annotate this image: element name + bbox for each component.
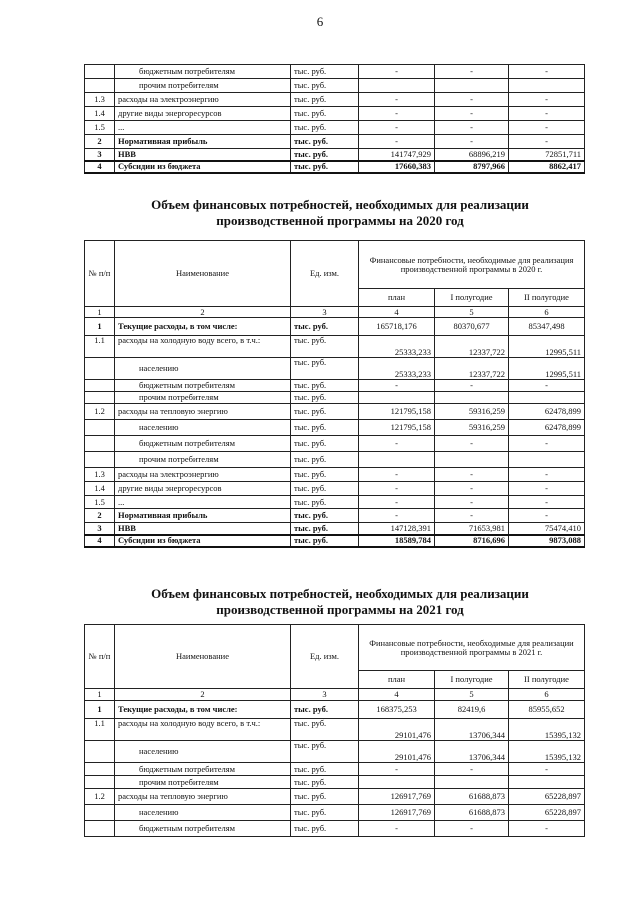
header-h1: I полугодие (435, 289, 509, 307)
row-name: населению (115, 358, 291, 380)
index-cell: 5 (435, 689, 509, 701)
row-h2: - (509, 763, 585, 776)
row-plan: 141747,929 (359, 149, 435, 161)
row-plan: - (359, 107, 435, 121)
row-h1: - (435, 135, 509, 149)
row-h2: 72851,711 (509, 149, 585, 161)
row-num: 1.3 (85, 93, 115, 107)
row-h1: 12337,722 (435, 358, 509, 380)
table-row (85, 535, 585, 547)
row-num: 1.5 (85, 121, 115, 135)
table-row (85, 482, 585, 496)
row-name: бюджетным потребителям (115, 821, 291, 837)
table-row (85, 161, 585, 173)
row-unit: тыс. руб. (291, 509, 359, 523)
row-unit: тыс. руб. (291, 741, 359, 763)
row-h2: 65228,897 (509, 789, 585, 805)
row-num: 1.2 (85, 404, 115, 420)
row-num (85, 420, 115, 436)
row-plan: 25333,233 (359, 336, 435, 358)
table-row (85, 93, 585, 107)
row-name: НВВ (115, 523, 291, 535)
row-num: 2 (85, 509, 115, 523)
row-plan: 121795,158 (359, 420, 435, 436)
table-row (85, 149, 585, 161)
index-cell: 5 (435, 307, 509, 318)
row-plan: - (359, 380, 435, 392)
row-plan: - (359, 496, 435, 509)
row-unit: тыс. руб. (291, 468, 359, 482)
row-plan: - (359, 436, 435, 452)
row-h1: 8716,696 (435, 535, 509, 547)
table-row (85, 509, 585, 523)
row-unit: тыс. руб. (291, 763, 359, 776)
row-num: 1 (85, 318, 115, 336)
row-num (85, 741, 115, 763)
row-name: расходы на тепловую энергию (115, 404, 291, 420)
table-row (85, 701, 585, 719)
row-plan: 126917,769 (359, 805, 435, 821)
row-unit: тыс. руб. (291, 789, 359, 805)
table-row (85, 121, 585, 135)
row-h2 (509, 79, 585, 93)
row-plan: - (359, 65, 435, 79)
row-num (85, 79, 115, 93)
row-num: 1.5 (85, 496, 115, 509)
row-h2: 12995,511 (509, 358, 585, 380)
row-h1: 59316,259 (435, 404, 509, 420)
row-h2: 75474,410 (509, 523, 585, 535)
row-name: Текущие расходы, в том числе: (115, 701, 291, 719)
row-h2: 85347,498 (509, 318, 585, 336)
table-row (85, 392, 585, 404)
row-num: 4 (85, 535, 115, 547)
row-h1: - (435, 496, 509, 509)
section-title-2020: Объем финансовых потребностей, необходимых для реализации производственной программы на 2020 год (151, 197, 529, 228)
row-h1: 8797,966 (435, 161, 509, 173)
row-h2: 9873,088 (509, 535, 585, 547)
row-h2: 8862,417 (509, 161, 585, 173)
row-name: Текущие расходы, в том числе: (115, 318, 291, 336)
row-h2: 15395,132 (509, 741, 585, 763)
row-name: населению (115, 805, 291, 821)
row-h2: 62478,899 (509, 404, 585, 420)
row-num (85, 776, 115, 789)
row-plan: 147128,391 (359, 523, 435, 535)
row-unit: тыс. руб. (291, 535, 359, 547)
row-unit: тыс. руб. (291, 358, 359, 380)
row-num: 3 (85, 149, 115, 161)
row-plan (359, 79, 435, 93)
row-num: 1.2 (85, 789, 115, 805)
header-num: № п/п (85, 241, 115, 307)
table-2021 (84, 624, 585, 837)
row-num: 1 (85, 701, 115, 719)
row-name: расходы на холодную воду всего, в т.ч.: (115, 719, 291, 741)
row-plan: 165718,176 (359, 318, 435, 336)
row-unit: тыс. руб. (291, 149, 359, 161)
table-row (85, 336, 585, 358)
row-unit: тыс. руб. (291, 121, 359, 135)
header-h1: I полугодие (435, 671, 509, 689)
row-name: населению (115, 420, 291, 436)
row-plan: 121795,158 (359, 404, 435, 420)
row-plan (359, 392, 435, 404)
table-header-row (85, 241, 585, 289)
row-h2: - (509, 65, 585, 79)
row-name: НВВ (115, 149, 291, 161)
table-row (85, 523, 585, 535)
header-name: Наименование (115, 625, 291, 689)
row-plan (359, 776, 435, 789)
index-cell: 4 (359, 689, 435, 701)
index-cell: 6 (509, 689, 585, 701)
row-plan: - (359, 93, 435, 107)
row-unit: тыс. руб. (291, 436, 359, 452)
row-plan: - (359, 509, 435, 523)
row-name: ... (115, 496, 291, 509)
row-h2: - (509, 482, 585, 496)
row-unit: тыс. руб. (291, 701, 359, 719)
row-h1: - (435, 436, 509, 452)
row-plan: 168375,253 (359, 701, 435, 719)
row-unit: тыс. руб. (291, 420, 359, 436)
row-h2: - (509, 509, 585, 523)
table-row (85, 789, 585, 805)
row-name: ... (115, 121, 291, 135)
row-h2: 15395,132 (509, 719, 585, 741)
row-unit: тыс. руб. (291, 523, 359, 535)
table-row (85, 452, 585, 468)
row-name: бюджетным потребителям (115, 65, 291, 79)
table-row (85, 65, 585, 79)
section-title-2021: Объем финансовых потребностей, необходимых для реализации производственной программы на 2021 год (151, 586, 529, 617)
header-group: Финансовые потребности, необходимые для реализация производственной программы в 2020 г. (359, 241, 585, 289)
row-plan: - (359, 821, 435, 837)
row-name: Нормативная прибыль (115, 509, 291, 523)
table-row (85, 79, 585, 93)
row-name: прочим потребителям (115, 79, 291, 93)
header-group: Финансовые потребности, необходимые для реализации производственной программы в 2021 г. (359, 625, 585, 671)
table-row (85, 776, 585, 789)
row-plan: - (359, 482, 435, 496)
row-unit: тыс. руб. (291, 719, 359, 741)
table-row (85, 719, 585, 741)
row-unit: тыс. руб. (291, 482, 359, 496)
index-cell: 3 (291, 307, 359, 318)
index-cell: 2 (115, 307, 291, 318)
row-num: 2 (85, 135, 115, 149)
row-h1: 68896,219 (435, 149, 509, 161)
row-h1: 80370,677 (435, 318, 509, 336)
row-plan (359, 452, 435, 468)
row-num (85, 821, 115, 837)
row-h1: - (435, 107, 509, 121)
row-h1 (435, 392, 509, 404)
table-index-row (85, 307, 585, 318)
header-unit: Ед. изм. (291, 625, 359, 689)
row-num: 1.3 (85, 468, 115, 482)
row-num: 1.4 (85, 482, 115, 496)
row-num (85, 805, 115, 821)
row-num: 1.1 (85, 336, 115, 358)
row-name: другие виды энергоресурсов (115, 107, 291, 121)
table-header-row (85, 625, 585, 671)
row-h2: - (509, 468, 585, 482)
table-row (85, 380, 585, 392)
row-h2: - (509, 93, 585, 107)
row-h1 (435, 776, 509, 789)
row-h2 (509, 452, 585, 468)
row-h2: 62478,899 (509, 420, 585, 436)
row-h1: 82419,6 (435, 701, 509, 719)
row-h2: 12995,511 (509, 336, 585, 358)
row-unit: тыс. руб. (291, 452, 359, 468)
table-row (85, 805, 585, 821)
header-name: Наименование (115, 241, 291, 307)
row-num (85, 436, 115, 452)
table-row (85, 420, 585, 436)
row-name: бюджетным потребителям (115, 436, 291, 452)
table-2020 (84, 240, 585, 548)
row-h1: - (435, 121, 509, 135)
row-name: бюджетным потребителям (115, 380, 291, 392)
index-cell: 3 (291, 689, 359, 701)
row-plan: - (359, 135, 435, 149)
row-name: прочим потребителям (115, 392, 291, 404)
row-h2: 65228,897 (509, 805, 585, 821)
table-row (85, 135, 585, 149)
row-name: расходы на холодную воду всего, в т.ч.: (115, 336, 291, 358)
header-unit: Ед. изм. (291, 241, 359, 307)
row-name: Нормативная прибыль (115, 135, 291, 149)
row-h1: 13706,344 (435, 741, 509, 763)
row-unit: тыс. руб. (291, 821, 359, 837)
row-h2 (509, 392, 585, 404)
row-plan: 17660,383 (359, 161, 435, 173)
header-num: № п/п (85, 625, 115, 689)
row-unit: тыс. руб. (291, 318, 359, 336)
row-h1: - (435, 468, 509, 482)
row-h1: - (435, 509, 509, 523)
row-num: 4 (85, 161, 115, 173)
row-h1: 13706,344 (435, 719, 509, 741)
row-num (85, 763, 115, 776)
table-row (85, 318, 585, 336)
row-h2: 85955,652 (509, 701, 585, 719)
table-row (85, 763, 585, 776)
row-num (85, 452, 115, 468)
index-cell: 4 (359, 307, 435, 318)
row-unit: тыс. руб. (291, 135, 359, 149)
row-h2: - (509, 496, 585, 509)
row-unit: тыс. руб. (291, 93, 359, 107)
row-num: 1.4 (85, 107, 115, 121)
row-name: другие виды энергоресурсов (115, 482, 291, 496)
row-unit: тыс. руб. (291, 161, 359, 173)
row-name: расходы на электроэнергию (115, 468, 291, 482)
row-plan: 18589,784 (359, 535, 435, 547)
row-name: Субсидии из бюджета (115, 535, 291, 547)
row-h1: 61688,873 (435, 789, 509, 805)
row-num (85, 65, 115, 79)
row-num: 1.1 (85, 719, 115, 741)
row-name: расходы на тепловую энергию (115, 789, 291, 805)
row-h1 (435, 79, 509, 93)
row-unit: тыс. руб. (291, 107, 359, 121)
header-plan: план (359, 671, 435, 689)
row-plan: 29101,476 (359, 719, 435, 741)
header-plan: план (359, 289, 435, 307)
row-h2 (509, 776, 585, 789)
row-unit: тыс. руб. (291, 404, 359, 420)
row-unit: тыс. руб. (291, 79, 359, 93)
row-h1: - (435, 482, 509, 496)
row-plan: - (359, 468, 435, 482)
row-h2: - (509, 380, 585, 392)
row-name: прочим потребителям (115, 452, 291, 468)
row-name: Субсидии из бюджета (115, 161, 291, 173)
header-h2: II полугодие (509, 289, 585, 307)
row-name: населению (115, 741, 291, 763)
row-h1: - (435, 380, 509, 392)
table-row (85, 436, 585, 452)
table-row (85, 468, 585, 482)
row-plan: 25333,233 (359, 358, 435, 380)
row-plan: - (359, 763, 435, 776)
row-num (85, 392, 115, 404)
row-h2: - (509, 821, 585, 837)
row-num: 3 (85, 523, 115, 535)
table-row (85, 107, 585, 121)
row-unit: тыс. руб. (291, 805, 359, 821)
table-2019-continuation (84, 64, 585, 174)
row-num (85, 358, 115, 380)
row-plan: 29101,476 (359, 741, 435, 763)
row-unit: тыс. руб. (291, 392, 359, 404)
row-h1: 59316,259 (435, 420, 509, 436)
row-unit: тыс. руб. (291, 65, 359, 79)
table-row (85, 404, 585, 420)
table-row (85, 821, 585, 837)
row-unit: тыс. руб. (291, 380, 359, 392)
row-name: бюджетным потребителям (115, 763, 291, 776)
table-row (85, 496, 585, 509)
row-h1: 61688,873 (435, 805, 509, 821)
row-h1: - (435, 821, 509, 837)
row-h2: - (509, 121, 585, 135)
row-h1: 71653,981 (435, 523, 509, 535)
row-unit: тыс. руб. (291, 776, 359, 789)
row-h2: - (509, 436, 585, 452)
header-h2: II полугодие (509, 671, 585, 689)
row-name: прочим потребителям (115, 776, 291, 789)
table-row (85, 358, 585, 380)
index-cell: 1 (85, 307, 115, 318)
table-row (85, 741, 585, 763)
row-h1: 12337,722 (435, 336, 509, 358)
table-index-row (85, 689, 585, 701)
row-h1: - (435, 93, 509, 107)
row-plan: - (359, 121, 435, 135)
index-cell: 1 (85, 689, 115, 701)
row-name: расходы на электроэнергию (115, 93, 291, 107)
page-number: 6 (316, 14, 324, 29)
row-num (85, 380, 115, 392)
row-h1: - (435, 763, 509, 776)
row-h2: - (509, 107, 585, 121)
row-h1: - (435, 65, 509, 79)
row-unit: тыс. руб. (291, 336, 359, 358)
row-unit: тыс. руб. (291, 496, 359, 509)
index-cell: 6 (509, 307, 585, 318)
row-h2: - (509, 135, 585, 149)
row-h1 (435, 452, 509, 468)
row-plan: 126917,769 (359, 789, 435, 805)
index-cell: 2 (115, 689, 291, 701)
